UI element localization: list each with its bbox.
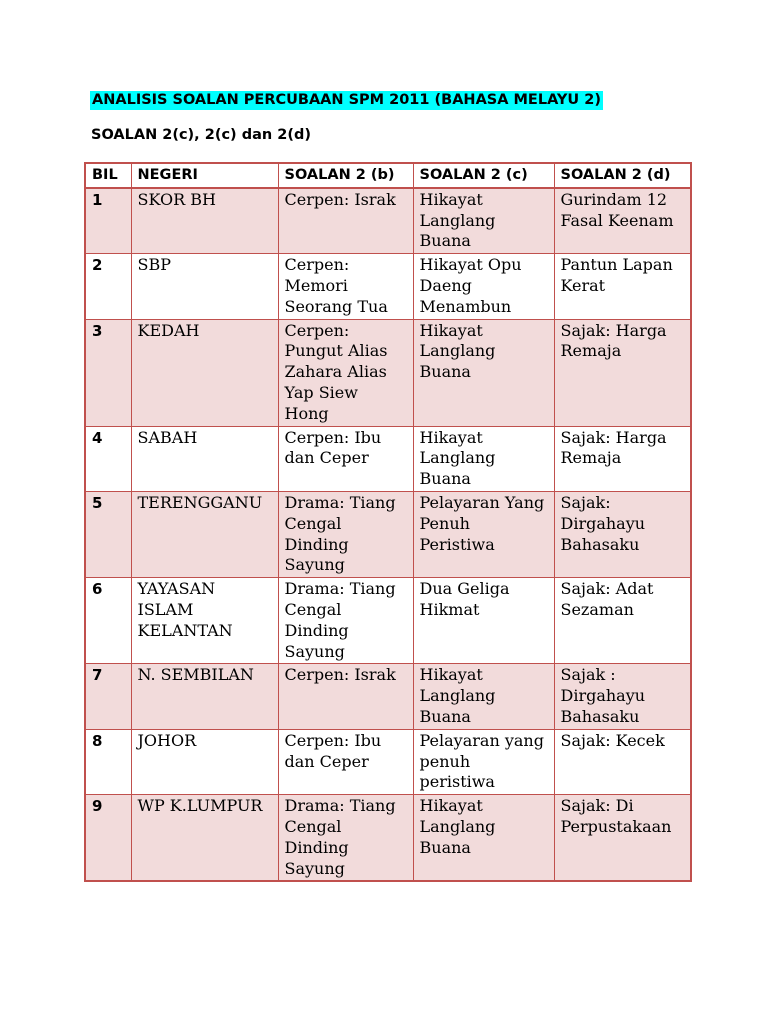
cell-negeri: TERENGGANU — [131, 491, 278, 577]
cell-soalan-2b: Cerpen: Israk — [278, 188, 413, 254]
cell-soalan-2d: Sajak: Adat Sezaman — [554, 578, 691, 664]
cell-bil: 7 — [85, 664, 131, 729]
cell-soalan-2c: Hikayat Opu Daeng Menambun — [413, 254, 554, 319]
header-bil: BIL — [85, 163, 131, 188]
table-row — [85, 319, 691, 426]
cell-bil: 6 — [85, 578, 131, 664]
cell-negeri: JOHOR — [131, 729, 278, 794]
cell-soalan-2b: Cerpen: Ibu dan Ceper — [278, 426, 413, 491]
cell-bil: 3 — [85, 319, 131, 426]
cell-bil: 8 — [85, 729, 131, 794]
cell-soalan-2d: Sajak: Kecek — [554, 729, 691, 794]
cell-soalan-2d: Sajak: Dirgahayu Bahasaku — [554, 491, 691, 577]
cell-soalan-2c: Hikayat Langlang Buana — [413, 188, 554, 254]
header-soalan-2b: SOALAN 2 (b) — [278, 163, 413, 188]
document-title: ANALISIS SOALAN PERCUBAAN SPM 2011 (BAHASA MELAYU 2) — [92, 92, 601, 108]
cell-soalan-2b: Cerpen: Israk — [278, 664, 413, 729]
cell-soalan-2d: Sajak: Harga Remaja — [554, 426, 691, 491]
cell-bil: 4 — [85, 426, 131, 491]
cell-soalan-2b: Drama: Tiang Cengal Dinding Sayung — [278, 491, 413, 577]
cell-soalan-2c: Hikayat Langlang Buana — [413, 426, 554, 491]
cell-soalan-2b: Drama: Tiang Cengal Dinding Sayung — [278, 795, 413, 882]
cell-soalan-2c: Pelayaran yang penuh peristiwa — [413, 729, 554, 794]
table-row — [85, 578, 691, 664]
cell-soalan-2b: Cerpen: Ibu dan Ceper — [278, 729, 413, 794]
table-header-row — [85, 163, 691, 188]
cell-negeri: SBP — [131, 254, 278, 319]
cell-soalan-2b: Cerpen: Pungut Alias Zahara Alias Yap Siew Hong — [278, 319, 413, 426]
table-row — [85, 664, 691, 729]
cell-negeri: KEDAH — [131, 319, 278, 426]
cell-soalan-2b: Cerpen: Memori Seorang Tua — [278, 254, 413, 319]
cell-negeri: SABAH — [131, 426, 278, 491]
cell-soalan-2c: Pelayaran Yang Penuh Peristiwa — [413, 491, 554, 577]
cell-soalan-2c: Hikayat Langlang Buana — [413, 319, 554, 426]
table-row — [85, 729, 691, 794]
cell-bil: 5 — [85, 491, 131, 577]
cell-negeri: YAYASAN ISLAM KELANTAN — [131, 578, 278, 664]
cell-bil: 9 — [85, 795, 131, 882]
cell-negeri: WP K.LUMPUR — [131, 795, 278, 882]
cell-soalan-2d: Sajak: Di Perpustakaan — [554, 795, 691, 882]
header-soalan-2d: SOALAN 2 (d) — [554, 163, 691, 188]
table-row — [85, 491, 691, 577]
cell-soalan-2d: Sajak: Harga Remaja — [554, 319, 691, 426]
cell-negeri: N. SEMBILAN — [131, 664, 278, 729]
cell-soalan-2c: Dua Geliga Hikmat — [413, 578, 554, 664]
cell-soalan-2c: Hikayat Langlang Buana — [413, 795, 554, 882]
cell-soalan-2d: Sajak : Dirgahayu Bahasaku — [554, 664, 691, 729]
cell-soalan-2d: Gurindam 12 Fasal Keenam — [554, 188, 691, 254]
table-row — [85, 795, 691, 882]
table-row — [85, 188, 691, 254]
document-subtitle: SOALAN 2(c), 2(c) dan 2(d) — [91, 127, 311, 143]
cell-bil: 1 — [85, 188, 131, 254]
table-row — [85, 426, 691, 491]
header-soalan-2c: SOALAN 2 (c) — [413, 163, 554, 188]
cell-soalan-2b: Drama: Tiang Cengal Dinding Sayung — [278, 578, 413, 664]
cell-bil: 2 — [85, 254, 131, 319]
cell-soalan-2c: Hikayat Langlang Buana — [413, 664, 554, 729]
table-row — [85, 254, 691, 319]
analysis-table — [84, 162, 692, 882]
header-negeri: NEGERI — [131, 163, 278, 188]
cell-negeri: SKOR BH — [131, 188, 278, 254]
cell-soalan-2d: Pantun Lapan Kerat — [554, 254, 691, 319]
